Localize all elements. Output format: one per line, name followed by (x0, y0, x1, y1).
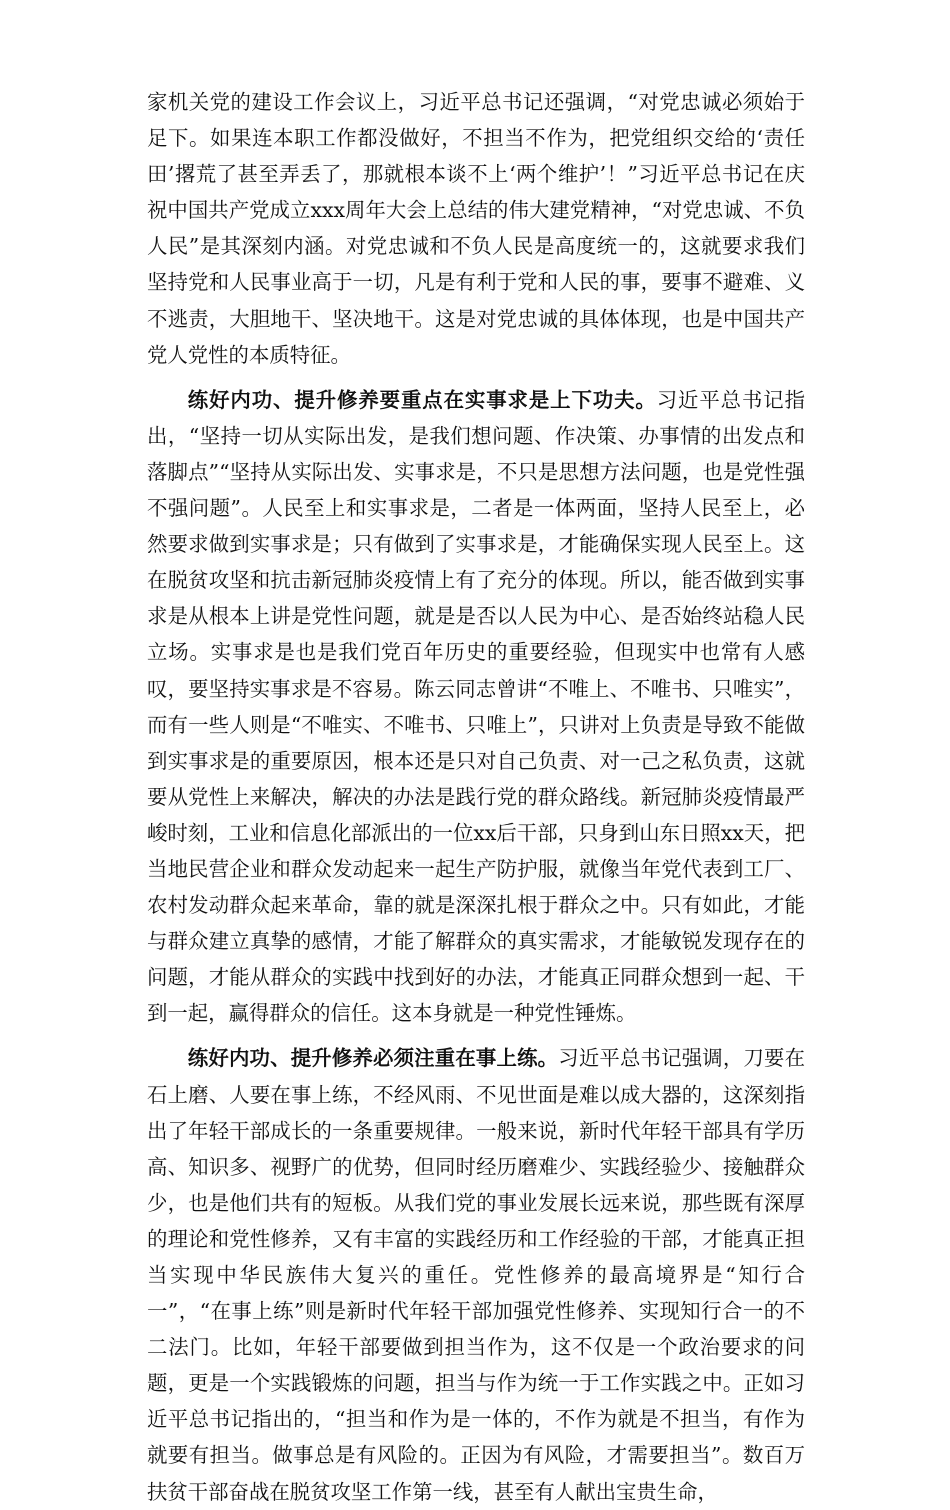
paragraph-seek-truth (147, 382, 805, 1032)
document-body (147, 84, 805, 1510)
paragraph-lead-heading: 练好内功、提升修养必须注重在事上练。 (187, 1046, 559, 1071)
paragraph-practice (147, 1040, 805, 1509)
paragraph-lead-heading: 练好内功、提升修养要重点在实事求是上下功夫。 (187, 387, 657, 412)
paragraph-text: 家机关党的建设工作会议上，习近平总书记还强调，“对党忠诚必须始于足下。如果连本职工作都没做好，不担当不作为，把党组织交给的‘责任田’撂荒了甚至弄丢了，那就根本谈不上‘两个维护’！”习近平总书记在庆祝中国共产党成立xxx周年大会上总结的伟大建党精神，“对党忠诚、不负人民”是其深刻内涵。对党忠诚和不负人民是高度统一的，这就要求我们坚持党和人民事业高于一切，凡是有利于党和人民的事，要事不避难、义不逃责，大胆地干、坚决地干。这是对党忠诚的具体体现，也是中国共产党人党性的本质特征。 (147, 90, 805, 367)
paragraph-text: 习近平总书记强调，刀要在石上磨、人要在事上练，不经风雨、不见世面是难以成大器的，这深刻指出了年轻干部成长的一条重要规律。一般来说，新时代年轻干部具有学历高、知识多、视野广的优势，但同时经历磨难少、实践经验少、接触群众少，也是他们共有的短板。从我们党的事业发展长远来说，那些既有深厚的理论和党性修养，又有丰富的实践经历和工作经验的干部，才能真正担当实现中华民族伟大复兴的重任。党性修养的最高境界是“知行合一”，“在事上练”则是新时代年轻干部加强党性修养、实现知行合一的不二法门。比如，年轻干部要做到担当作为，这不仅是一个政治要求的问题，更是一个实践锻炼的问题，担当与作为统一于工作实践之中。正如习近平总书记指出的，“担当和作为是一体的，不作为就是不担当，有作为就要有担当。做事总是有风险的。正因为有风险，才需要担当”。数百万扶贫干部奋战在脱贫攻坚工作第一线，甚至有人献出宝贵生命， (147, 1046, 806, 1504)
paragraph-continuation (147, 84, 805, 373)
paragraph-text: 习近平总书记指出，“坚持一切从实际出发，是我们想问题、作决策、办事情的出发点和落脚点”“坚持从实际出发、实事求是，不只是思想方法问题，也是党性强不强问题”。人民至上和实事求是，二者是一体两面，坚持人民至上，必然要求做到实事求是；只有做到了实事求是，才能确保实现人民至上。这在脱贫攻坚和抗击新冠肺炎疫情上有了充分的体现。所以，能否做到实事求是从根本上讲是党性问题，就是是否以人民为中心、是否始终站稳人民立场。实事求是也是我们党百年历史的重要经验，但现实中也常有人感叹，要坚持实事求是不容易。陈云同志曾讲“不唯上、不唯书、只唯实”，而有一些人则是“不唯实、不唯书、只唯上”，只讲对上负责是导致不能做到实事求是的重要原因，根本还是只对自己负责、对一己之私负责，这就要从党性上来解决，解决的办法是践行党的群众路线。新冠肺炎疫情最严峻时刻，工业和信息化部派出的一位xx后干部，只身到山东日照xx天，把当地民营企业和群众发动起来一起生产防护服，就像当年党代表到工厂、农村发动群众起来革命，靠的就是深深扎根于群众之中。只有如此，才能与群众建立真挚的感情，才能了解群众的真实需求，才能敏锐发现存在的问题，才能从群众的实践中找到好的办法，才能真正同群众想到一起、干到一起，赢得群众的信任。这本身就是一种党性锤炼。 (147, 387, 805, 1026)
